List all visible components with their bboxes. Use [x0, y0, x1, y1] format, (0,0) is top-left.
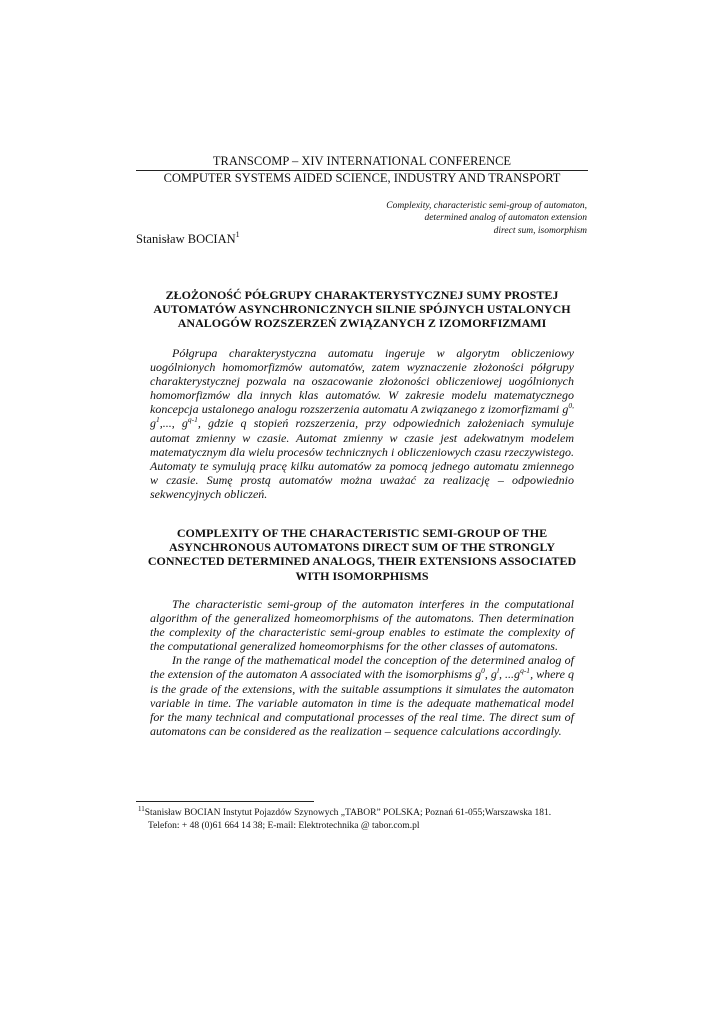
superscript: q-1 [520, 666, 531, 676]
superscript: 1 [156, 415, 160, 425]
footnote-line: Stanisław BOCIAN Instytut Pojazdów Szynowych „TABOR” POLSKA; Poznań 61-055;Warszawska 181. [144, 808, 552, 818]
title-english [136, 526, 588, 583]
keywords-line: determined analog of automaton extension [424, 213, 587, 224]
title-polish [136, 288, 588, 331]
title-line: ANALOGÓW ROZSZERZEŃ ZWIĄZANYCH Z IZOMORFIZMAMI [177, 316, 547, 331]
abstract-text: Półgrupa charakterystyczna automatu ingeruje w algorytm obliczeniowy uogólnionych homomorfizmów automatów, zatem wyznaczenie złożoności półgrupy charakterystycznej pozwala na oszacowanie złożoności obliczeniowej uogólnionych homomorfizmów dla innych klas automatów. W zakresie modelu matematycznego koncepcja ustalonego analogu rozszerzenia automatu A związanego z izomorfizmami g [150, 346, 574, 417]
abstract-paragraph [150, 653, 574, 738]
author-name: Stanisław BOCIAN [136, 232, 236, 246]
abstract-polish [150, 346, 574, 501]
conference-name: TRANSCOMP – XIV INTERNATIONAL CONFERENCE [212, 154, 512, 168]
abstract-paragraph [150, 346, 574, 501]
abstract-text: g [150, 416, 156, 431]
footnote-line: Telefon: + 48 (0)61 664 14 38; E-mail: Elektrotechnika @ tabor.com.pl [148, 821, 420, 831]
keywords [386, 200, 587, 237]
footnote-mark: 11 [138, 805, 145, 813]
abstract-english [150, 597, 574, 738]
title-line: CONNECTED DETERMINED ANALOGS, THEIR EXTENSIONS ASSOCIATED [147, 554, 577, 569]
author-footnote-mark: 1 [235, 230, 240, 239]
title-line: COMPLEXITY OF THE CHARACTERISTIC SEMI-GROUP OF THE [176, 526, 548, 540]
author [136, 231, 240, 247]
abstract-text: , where q is the grade of the extensions, with the suitable assumptions it simulates the automaton variable in time. The variable automaton in time is the adequate mathematical model for the many technical and computational processes of the real time. The direct sum of automatons can be considered as the realization – sequence calculations accordingly. [150, 667, 574, 738]
keywords-line: direct sum, isomorphism [493, 225, 587, 236]
abstract-text: In the range of the mathematical model the conception of the determined analog of the extension of the automaton A associated with the isomorphisms g [150, 653, 574, 682]
abstract-text: , g [484, 667, 497, 682]
superscript: q-1 [187, 415, 198, 425]
footnote-rule [136, 801, 314, 802]
abstract-text: ,..., g [159, 416, 188, 431]
abstract-paragraph: The characteristic semi-group of the automaton interferes in the computational algorithm of the generalized homeomorphisms of the automatons. Then determination the complexity of the characteristic semi-group enables to estimate the complexity of the computational generalized homeomorphisms for the other classes of automatons. [150, 597, 574, 654]
footnote [138, 807, 588, 833]
title-line: ZŁOŻONOŚĆ PÓŁGRUPY CHARAKTERYSTYCZNEJ SUMY PROSTEJ [165, 288, 559, 302]
keywords-line: Complexity, characteristic semi-group of automaton, [386, 201, 587, 211]
title-line: ASYNCHRONOUS AUTOMATONS DIRECT SUM OF THE STRONGLY [168, 540, 556, 555]
superscript: l [496, 666, 500, 676]
conference-subtitle: COMPUTER SYSTEMS AIDED SCIENCE, INDUSTRY AND TRANSPORT [163, 171, 561, 185]
abstract-text: , gdzie q stopień rozszerzenia, przy odpowiednich założeniach symuluje automat zmienny w czasie. Automat zmienny w czasie jest adekwatnym modelem matematycznym dla wielu procesów technicznych i obliczeniowych czasu rzeczywistego. Automaty te symulują pracę kilku automatów za pomocą jednego automatu zmiennego w czasie. Sumę prostą automatów można uważać za realizację – odpowiednio sekwencyjnych obliczeń. [150, 416, 574, 501]
title-line: WITH ISOMORPHISMS [295, 568, 429, 583]
superscript: 0, [568, 401, 574, 411]
superscript: 0 [481, 666, 485, 676]
title-line: AUTOMATÓW ASYNCHRONICZNYCH SILNIE SPÓJNYCH USTALONYCH [153, 302, 571, 317]
abstract-text: , ...g [499, 667, 521, 682]
